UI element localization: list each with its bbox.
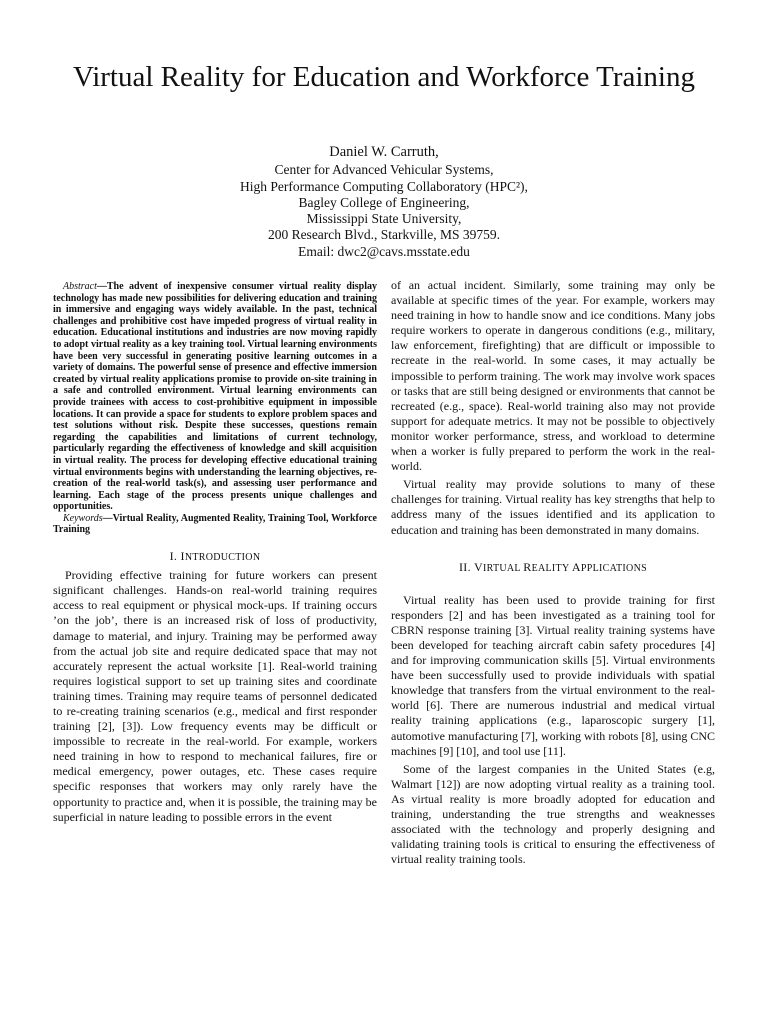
paragraph: Virtual reality may provide solutions to many of these challenges for training. Virtual reality has key strengths that help to address many of the issues identified and its application to education and training has been demonstrated in many domains. (391, 477, 715, 537)
left-column (53, 281, 377, 825)
keywords (53, 513, 377, 536)
section-heading-introduction: I. INTRODUCTION (169, 549, 261, 564)
author-block (60, 144, 708, 260)
abstract (53, 281, 377, 513)
right-column (391, 278, 715, 867)
paragraph: Virtual reality has been used to provide training for first responders [2] and has been investigated as a training tool for CBRN response training [3]. Virtual reality training systems have been developed for teaching aircraft cabin safety procedures [4] and for improving communication skills [5]. Virtual environments have been successfully used to provide individuals with spatial knowledge that transfers from the virtual environment to the real-world [6]. There are numerous industrial and medical virtual reality training applications (e.g., laparoscopic surgery [1], automotive manufacturing [7], working with robots [8], using CNC machines [9] [10], and tool use [11]. (391, 592, 715, 758)
affiliation-line: Bagley College of Engineering, (298, 194, 470, 210)
paper-title: Virtual Reality for Education and Workforce Training (73, 61, 695, 93)
paragraph: Providing effective training for future workers can present significant challenges. Hands-on real-world training requires access to real equipment or physical mock-ups. If training occurs ’on the job’, there is an increased risk of loss of productivity, damage to material, and injury. Training may be performed away from the actual job site and require dedicated space that may not accurately represent the actual worksite [1]. Real-world training requires logistical support to set up training sites and coordinate training times. Training may require teams of personnel dedicated to re-creating training scenarios (e.g., medical and first responder training [2], [3]). Low frequency events may be difficult or impossible to recreate in the real-world. For example, workers need training in how to respond to mechanical failures, fire or medical emergency, power outages, etc. These cases require specific responses that workers may only rarely have the opportunity to practice and, when it is possible, the training may be superficial in nature leading to possible errors in the event (53, 568, 377, 824)
author-name: Daniel W. Carruth, (329, 144, 439, 160)
keywords-label: Keywords (63, 512, 103, 524)
paragraph: Some of the largest companies in the United States (e.g, Walmart [12]) are now adopting virtual reality as a training tool. As virtual reality is more broadly adopted for education and training, understanding the true strengths and weaknesses associated with the technology and properly designing and validating training tools is critical to ensuring the effectiveness of virtual reality training tools. (391, 761, 715, 867)
section-heading-vr-applications: II. VIRTUAL REALITY APPLICATIONS (459, 559, 647, 574)
affiliation-line: Mississippi State University, (306, 211, 462, 227)
keywords-text: —Virtual Reality, Augmented Reality, Training Tool, Workforce Training (53, 512, 377, 536)
affiliation-line: 200 Research Blvd., Starkville, MS 39759. (267, 227, 501, 243)
abstract-label: Abstract (63, 281, 97, 292)
affiliation-line: Center for Advanced Vehicular Systems, (274, 162, 494, 178)
abstract-text: —The advent of inexpensive consumer virtual reality display technology has made new possibilities for delivering education and training in immersive and engaging ways widely available. In the past, technical challenges and prohibitive cost have impeded progress of virtual reality in education. Educational institutions and industries are now moving rapidly to adopt virtual reality as a key training tool. Virtual learning environments have been very successful in generating positive learning outcomes in a variety of domains. The powerful sense of presence and effective immersion created by virtual reality applications promise to provide on-site training in a safe and controlled environment. Virtual learning environments can provide trainees with access to cost-prohibitive equipment in impossible locations. It can provide a space for students to explore problem spaces and test solutions without risk. Despite these successes, questions remain regarding the capabilities and limitations of current technology, particularly regarding the effectiveness of knowledge and skill acquisition in virtual reality. The process for developing effective educational training virtual environments begins with understanding the learning objectives, re-creation of the real-world task(s), and assessing user performance and learning. Each stage of the process presents unique challenges and opportunities. (53, 281, 377, 513)
paragraph: of an actual incident. Similarly, some training may only be available at specific times of the year. For example, workers may need training in how to handle snow and ice conditions. Many jobs require workers to operate in dangerous conditions (e.g., military, law enforcement, firefighting) that are difficult or impossible to recreate in the real-world. In some cases, it may actually be impossible to perform training. The work may involve work spaces or tasks that are still being designed or environments that cannot be recreated (e.g., space). Real-world training also may not provide support for adequate metrics. It may not be possible to objectively monitor worker performance, stress, and workload to determine when a worker is fully prepared to perform the work in the real-world. (391, 278, 715, 474)
author-email: Email: dwc2@cavs.msstate.edu (298, 243, 470, 259)
affiliation-line: High Performance Computing Collaboratory (HPC²), (240, 178, 528, 194)
